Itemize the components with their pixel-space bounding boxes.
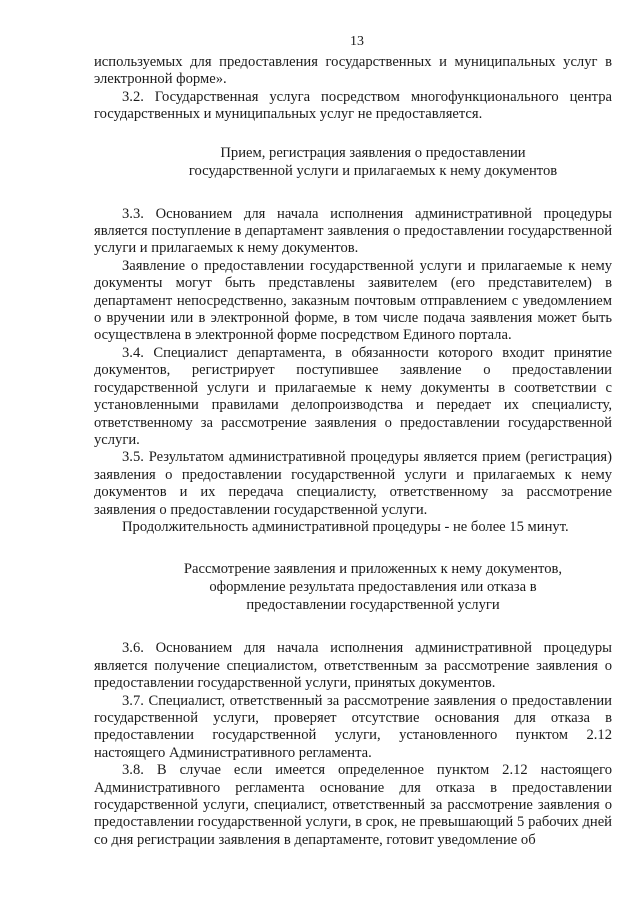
heading-line: Прием, регистрация заявления о предоставлении — [220, 144, 526, 161]
paragraph-3-7: 3.7. Специалист, ответственный за рассмотрение заявления о предоставлении государственной услуги, проверяет отсутствие основания для отказа в предоставлении государственной услуги, установленного пунктом 2.12 настоящего Административного регламента. — [94, 692, 612, 761]
paragraph-3-3: 3.3. Основанием для начала исполнения административной процедуры является поступление в департамент заявления о предоставлении государственной услуги и прилагаемых к нему документов. — [94, 205, 612, 257]
heading-line: государственной услуги и прилагаемых к нему документов — [188, 162, 558, 179]
paragraph-3-5: 3.5. Результатом административной процедуры является прием (регистрация) заявления о предоставлении государственной услуги и прилагаемых к нему документов и их передача специалисту, ответственному за рассмотрение заявления о предоставлении государственной услуги. — [94, 449, 612, 518]
paragraph-application-submission: Заявление о предоставлении государственной услуги и прилагаемые к нему документы могут быть представлены заявителем (его представителем) в департамент непосредственно, заказным почтовым отправлением с уведомлением о вручении или в электронной форме, в том числе подача заявления может быть осуществлена в электронной форме посредством Единого портала. — [94, 257, 612, 344]
heading-line: предоставлении государственной услуги — [246, 597, 500, 614]
paragraph-duration: Продолжительность административной процедуры - не более 15 минут. — [122, 518, 569, 535]
heading-line: Рассмотрение заявления и приложенных к нему документов, — [183, 561, 563, 578]
page-number: 13 — [350, 34, 364, 49]
section-heading-reception — [134, 144, 612, 180]
paragraph-3-8: 3.8. В случае если имеется определенное пунктом 2.12 настоящего Административного регламента основание для отказа в предоставлении государственной услуги, специалист, ответственный за рассмотрение заявления о предоставлении государственной услуги, в срок, не превышающий 5 рабочих дней со дня регистрации заявления в департаменте, готовит уведомление об — [94, 762, 612, 848]
paragraph-3-4: 3.4. Специалист департамента, в обязанности которого входит принятие документов, регистрирует поступившее заявление о предоставлении государственной услуги и прилагаемые к нему документы в соответствии с установленными правилами делопроизводства и передает их специалисту, ответственному за рассмотрение заявления о предоставлении государственной услуги. — [94, 344, 612, 448]
heading-line: оформление результата предоставления или отказа в — [209, 579, 537, 596]
document-page — [94, 34, 612, 849]
paragraph-3-6: 3.6. Основанием для начала исполнения административной процедуры является получение специалистом, ответственным за рассмотрение заявления о предоставлении государственной услуги, принятых документов. — [94, 640, 612, 692]
paragraph-continuation: используемых для предоставления государственных и муниципальных услуг в электронной форме». — [94, 54, 612, 88]
section-heading-review — [134, 560, 612, 614]
paragraph-3-2: 3.2. Государственная услуга посредством многофункционального центра государственных и муниципальных услуг не предоставляется. — [94, 88, 612, 123]
